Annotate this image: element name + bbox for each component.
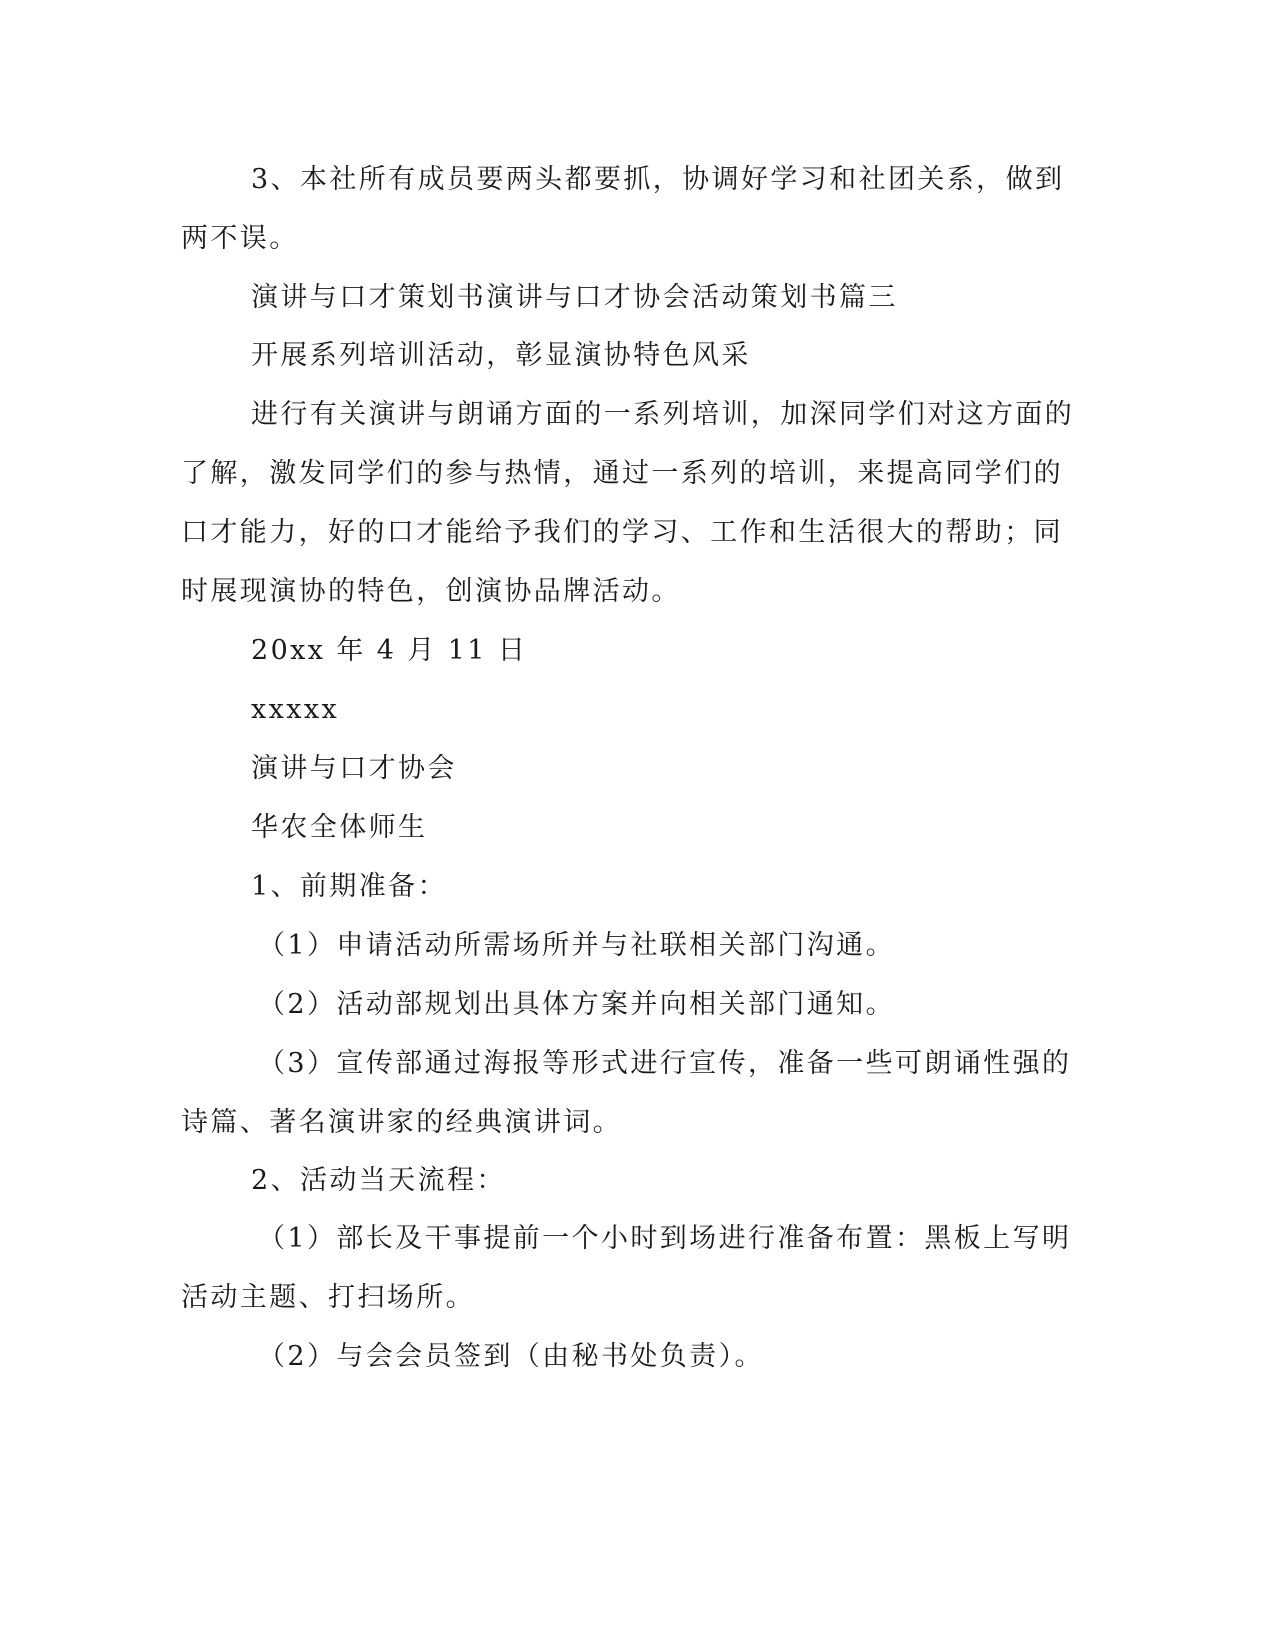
paragraph-line: 进行有关演讲与朗诵方面的一系列培训，加深同学们对这方面的 xyxy=(251,399,1075,430)
organizer-line: 演讲与口才协会 xyxy=(251,753,457,784)
list-heading: 1、前期准备： xyxy=(251,871,447,902)
placeholder-line: xxxxx xyxy=(251,694,340,725)
list-item: （1）部长及干事提前一个小时到场进行准备布置：黑板上写明 xyxy=(258,1223,1072,1254)
list-item: （2）活动部规划出具体方案并向相关部门通知。 xyxy=(258,989,895,1020)
paragraph-line: 了解，激发同学们的参与热情，通过一系列的培训，来提高同学们的 xyxy=(181,458,1063,489)
paragraph-line: 诗篇、著名演讲家的经典演讲词。 xyxy=(181,1107,622,1138)
paragraph-line: 活动主题、打扫场所。 xyxy=(181,1282,475,1313)
date-line: 20xx 年 4 月 11 日 xyxy=(251,635,528,666)
list-item: （2）与会会员签到（由秘书处负责）。 xyxy=(258,1341,764,1372)
audience-line: 华农全体师生 xyxy=(251,812,428,843)
section-heading: 演讲与口才策划书演讲与口才协会活动策划书篇三 xyxy=(251,282,898,313)
list-heading: 2、活动当天流程： xyxy=(251,1165,506,1196)
paragraph-line: 时展现演协的特色，创演协品牌活动。 xyxy=(181,576,681,607)
paragraph-line: 口才能力，好的口才能给予我们的学习、工作和生活很大的帮助；同 xyxy=(181,517,1063,548)
paragraph-line: 两不误。 xyxy=(181,223,299,254)
list-item: （3）宣传部通过海报等形式进行宣传，准备一些可朗诵性强的 xyxy=(258,1048,1072,1079)
list-item: （1）申请活动所需场所并与社联相关部门沟通。 xyxy=(258,930,895,961)
section-subheading: 开展系列培训活动，彰显演协特色风采 xyxy=(251,340,751,371)
paragraph-line: 3、本社所有成员要两头都要抓，协调好学习和社团关系，做到 xyxy=(251,164,1065,195)
